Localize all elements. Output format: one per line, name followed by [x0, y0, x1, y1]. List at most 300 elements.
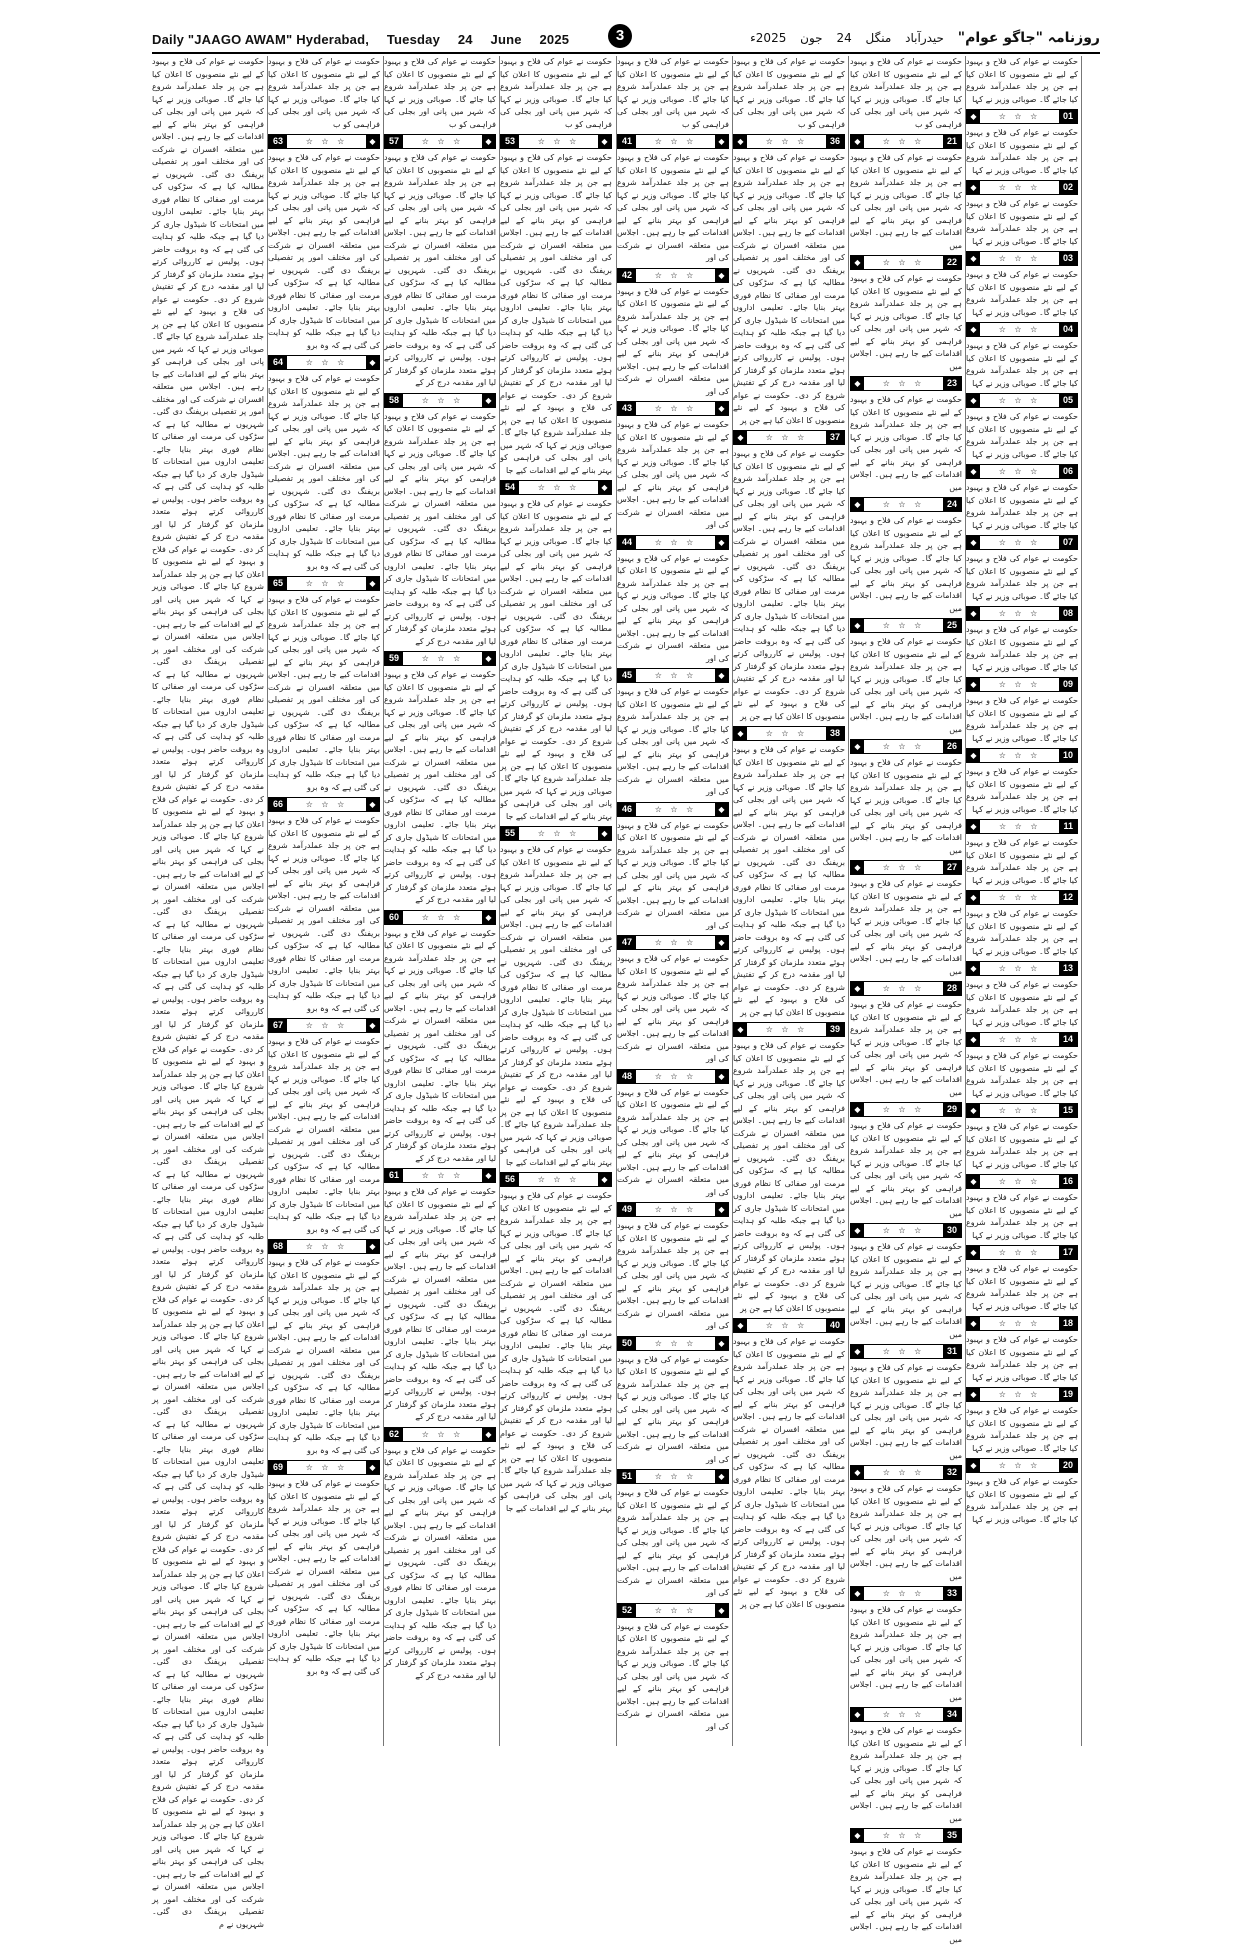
news-item-header	[733, 430, 845, 445]
news-item-header	[966, 109, 1078, 124]
article-text: حکومت نے عوام کی فلاح و بہبود کے لیے نئے منصوبوں کا اعلان کیا ہے جن پر جلد عملدرآمد شروع کیا جائے گا۔ صوبائی وزیر نے کہا کہ شہر میں پانی اور بجلی کی فراہمی کو بہتر بنانے کے لیے اقدامات کیے جا رہے ہیں۔ اجلاس میں متعلقہ افسران نے شرکت کی اور	[617, 1621, 729, 1731]
article-text: حکومت نے عوام کی فلاح و بہبود کے لیے نئے منصوبوں کا اعلان کیا ہے جن پر جلد عملدرآمد شروع کیا جائے گا۔ صوبائی وزیر نے کہا کہ شہر میں پانی اور بجلی کی فراہمی کو بہتر بنانے کے لیے اقدامات کیے جا رہے ہیں۔ اجلاس میں متعلقہ افسران نے شرکت کی اور مختلف امور پر تفصیلی بریفنگ دی گئی۔ شہریوں نے مطالبہ کیا ہے کہ سڑکوں کی مرمت اور صفائی کا نظام فوری بہتر بنایا جائے۔ تعلیمی اداروں میں امتحانات کا شیڈول جاری کر دیا گیا ہے جبکہ طلبہ کو ہدایت کی گئی ہے کہ وہ بروقت حاضر ہوں۔ پولیس نے کارروائی کرتے ہوئے متعدد ملزمان کو گرفتار کر لیا اور مقدمہ درج کر کے	[384, 1187, 496, 1421]
star-icon: ☆ ☆ ☆	[998, 254, 1041, 263]
item-marker-icon: ◆	[851, 377, 864, 390]
article-text: حکومت نے عوام کی فلاح و بہبود کے لیے نئے منصوبوں کا اعلان کیا ہے جن پر جلد عملدرآمد شروع کیا جائے گا۔ صوبائی وزیر نے کہا کہ شہر میں پانی اور بجلی کی فراہمی کو بہتر بنانے کے لیے اقدامات کیے جا رہے ہیں۔ اجلاس میں	[850, 1000, 962, 1097]
article-text: حکومت نے عوام کی فلاح و بہبود کے لیے نئے منصوبوں کا اعلان کیا ہے جن پر جلد عملدرآمد شروع کیا جائے گا۔ صوبائی وزیر نے کہا کہ شہر میں پانی اور بجلی کی فراہمی کو ب	[733, 57, 845, 129]
news-item-number: 62	[385, 1428, 403, 1441]
news-item-number: 29	[943, 1103, 961, 1116]
article-text: حکومت نے عوام کی فلاح و بہبود کے لیے نئے منصوبوں کا اعلان کیا ہے جن پر جلد عملدرآمد شروع کیا جائے گا۔ صوبائی وزیر نے کہا کہ شہر میں پانی اور بجلی کی فراہمی کو بہتر بنانے کے لیے اقدامات کیے جا رہے ہیں۔ اجلاس میں متعلقہ افسران نے شرکت کی اور مختلف امور پر تفصیلی بریفنگ دی گئی۔ شہریوں نے مطالبہ کیا ہے کہ سڑکوں کی مرمت اور صفائی کا نظام فوری بہتر بنایا جائے۔ تعلیمی اداروں میں امتحانات کا شیڈول جاری کر دیا گیا ہے جبکہ طلبہ کو ہدایت کی گئی ہے کہ وہ بروقت حاضر ہوں۔ پولیس نے کارروائی کرتے ہوئے متعدد ملزمان کو گرفتار کر لیا اور مقدمہ درج کر کے تفتیش شروع کر دی۔ حکومت نے عوام کی فلاح و بہبود کے لیے نئے منصوبوں کا اعلان کیا ہے جن پر جلد عملدرآمد شروع کیا جائے گا۔ صوبائی وزیر نے کہا کہ شہر میں پانی اور بجلی کی فراہمی کو بہتر بنانے کے لیے اقدامات کیے جا	[500, 1191, 612, 1513]
item-marker-icon: ◆	[734, 1023, 747, 1036]
item-marker-icon: ◆	[734, 1319, 747, 1332]
news-item-header	[966, 1387, 1078, 1402]
item-marker-icon: ◆	[598, 481, 611, 494]
star-icon: ☆ ☆ ☆	[765, 1321, 808, 1330]
news-item-number: 52	[618, 1604, 636, 1617]
news-item-number: 39	[826, 1023, 844, 1036]
item-marker-icon: ◆	[967, 749, 980, 762]
news-item-header	[966, 1458, 1078, 1473]
star-icon: ☆ ☆ ☆	[882, 984, 925, 993]
article-text: حکومت نے عوام کی فلاح و بہبود کے لیے نئے منصوبوں کا اعلان کیا ہے جن پر جلد عملدرآمد شروع کیا جائے گا۔ صوبائی وزیر نے کہا کہ شہر میں پانی اور بجلی کی فراہمی کو بہتر بنانے کے لیے اقدامات کیے جا رہے ہیں۔ اجلاس میں	[850, 1726, 962, 1823]
news-item-header	[966, 251, 1078, 266]
news-item-header	[966, 393, 1078, 408]
news-column-6	[384, 56, 496, 1746]
news-item-number: 34	[943, 1708, 961, 1721]
star-icon: ☆ ☆ ☆	[305, 1242, 348, 1251]
news-item-header	[966, 1103, 1078, 1118]
item-marker-icon: ◆	[715, 1203, 728, 1216]
news-item-number: 31	[943, 1345, 961, 1358]
item-marker-icon: ◆	[851, 1466, 864, 1479]
item-marker-icon: ◆	[482, 1169, 495, 1182]
article-text: حکومت نے عوام کی فلاح و بہبود کے لیے نئے منصوبوں کا اعلان کیا ہے جن پر جلد عملدرآمد شروع کیا جائے گا۔ صوبائی وزیر نے کہا کہ شہر میں پانی اور بجلی کی فراہمی کو بہتر بنانے کے لیے اقدامات کیے جا رہے ہیں۔ اجلاس میں متعلقہ افسران نے شرکت کی اور مختلف امور پر تفصیلی بریفنگ دی گئی۔ شہریوں نے مطالبہ کیا ہے کہ سڑکوں کی مرمت اور صفائی کا نظام فوری بہتر بنایا جائے۔ تعلیمی اداروں میں امتحانات کا شیڈول جاری کر دیا گیا ہے جبکہ طلبہ کو ہدایت کی گئی ہے کہ وہ بروقت حاضر ہوں۔ پولیس نے کارروائی کرتے ہوئے متعدد ملزمان کو گرفتار کر لیا اور مقدمہ درج کر کے تفتیش شروع کر دی۔ حکومت نے عوام کی فلاح و بہبود کے لیے نئے منصوبوں کا اعلان کیا ہے جن پر جلد عملدرآمد شروع کیا جائے گا۔ صوبائی وزیر نے کہا کہ شہر میں پانی اور بجلی کی فراہمی کو بہتر بنانے کے لیے اقدامات کیے جا	[500, 153, 612, 475]
item-marker-icon: ◆	[715, 269, 728, 282]
article-text: حکومت نے عوام کی فلاح و بہبود کے لیے نئے منصوبوں کا اعلان کیا ہے جن پر جلد عملدرآمد شروع کیا جائے گا۔ صوبائی وزیر نے کہا کہ شہر میں پانی اور بجلی کی فراہمی کو بہتر بنانے کے لیے اقدامات کیے جا رہے ہیں۔ اجلاس میں متعلقہ افسران نے شرکت کی اور	[617, 153, 729, 262]
news-item-header	[850, 981, 962, 996]
article-text: حکومت نے عوام کی فلاح و بہبود کے لیے نئے منصوبوں کا اعلان کیا ہے جن پر جلد عملدرآمد شروع کیا جائے گا۔ صوبائی وزیر نے کہا کہ شہر میں پانی اور بجلی کی فراہمی کو بہتر بنانے کے لیے اقدامات کیے جا رہے ہیں۔ اجلاس میں متعلقہ افسران نے شرکت کی اور مختلف امور پر تفصیلی بریفنگ دی گئی۔ شہریوں نے مطالبہ کیا ہے کہ سڑکوں کی مرمت اور صفائی کا نظام فوری بہتر بنایا جائے۔ تعلیمی اداروں میں امتحانات کا شیڈول جاری کر دیا گیا ہے جبکہ طلبہ کو ہدایت کی گئی ہے کہ وہ برو	[268, 1479, 380, 1676]
article-text: حکومت نے عوام کی فلاح و بہبود کے لیے نئے منصوبوں کا اعلان کیا ہے جن پر جلد عملدرآمد شروع کیا جائے گا۔ صوبائی وزیر نے کہا کہ شہر میں پانی اور بجلی کی فراہمی کو بہتر بنانے کے لیے اقدامات کیے جا رہے ہیں۔ اجلاس میں	[850, 758, 962, 855]
news-item-header	[500, 134, 612, 149]
star-icon: ☆ ☆ ☆	[882, 1589, 925, 1598]
news-item-header	[850, 376, 962, 391]
article-text: حکومت نے عوام کی فلاح و بہبود کے لیے نئے منصوبوں کا اعلان کیا ہے جن پر جلد عملدرآمد شروع کیا جائے گا۔ صوبائی وزیر نے کہا کہ شہر میں پانی اور بجلی کی فراہمی کو بہتر بنانے کے لیے اقدامات کیے جا رہے ہیں۔ اجلاس میں متعلقہ افسران نے شرکت کی اور مختلف امور پر تفصیلی بریفنگ دی گئی۔ شہریوں نے مطالبہ کیا ہے کہ سڑکوں کی مرمت اور صفائی کا نظام فوری بہتر بنایا جائے۔ تعلیمی اداروں میں امتحانات کا شیڈول جاری کر دیا گیا ہے جبکہ طلبہ کو ہدایت کی گئی ہے کہ وہ بروقت حاضر ہوں۔ پولیس نے کارروائی کرتے ہوئے متعدد ملزمان کو گرفتار کر لیا اور مقدمہ درج کر کے	[384, 153, 496, 387]
news-item-number: 56	[501, 1173, 519, 1186]
news-item-number: 01	[1059, 110, 1077, 123]
star-icon: ☆ ☆ ☆	[654, 537, 697, 547]
paper-name-english: Daily "JAAGO AWAM" Hyderabad,	[152, 32, 370, 47]
news-item-header	[268, 1239, 380, 1254]
news-item-header	[617, 802, 729, 817]
item-marker-icon: ◆	[734, 727, 747, 740]
article-text: حکومت نے عوام کی فلاح و بہبود کے لیے نئے منصوبوں کا اعلان کیا ہے جن پر جلد عملدرآمد شروع کیا جائے گا۔ صوبائی وزیر نے کہا کہ شہر میں پانی اور بجلی کی فراہمی کو بہتر بنانے کے لیے اقدامات کیے جا رہے ہیں۔ اجلاس میں متعلقہ افسران نے شرکت کی اور مختلف امور پر تفصیلی بریفنگ دی گئی۔ شہریوں نے مطالبہ کیا ہے کہ سڑکوں کی مرمت اور صفائی کا نظام فوری بہتر بنایا جائے۔ تعلیمی اداروں میں امتحانات کا شیڈول جاری کر دیا گیا ہے جبکہ طلبہ کو ہدایت کی گئی ہے کہ وہ بروقت حاضر ہوں۔ پولیس نے کارروائی کرتے ہوئے متعدد ملزمان کو گرفتار کر لیا اور مقدمہ درج کر کے	[384, 1445, 496, 1680]
article-text: حکومت نے عوام کی فلاح و بہبود کے لیے نئے منصوبوں کا اعلان کیا ہے جن پر جلد عملدرآمد شروع کیا جائے گا۔ صوبائی وزیر نے کہا	[966, 1335, 1078, 1382]
news-item-number: 28	[943, 982, 961, 995]
item-marker-icon: ◆	[967, 891, 980, 904]
article-text: حکومت نے عوام کی فلاح و بہبود کے لیے نئے منصوبوں کا اعلان کیا ہے جن پر جلد عملدرآمد شروع کیا جائے گا۔ صوبائی وزیر نے کہا	[966, 554, 1078, 601]
item-marker-icon: ◆	[366, 135, 379, 148]
news-item-header	[966, 535, 1078, 550]
news-item-number: 12	[1059, 891, 1077, 904]
star-icon: ☆ ☆ ☆	[998, 1319, 1041, 1328]
article-text: حکومت نے عوام کی فلاح و بہبود کے لیے نئے منصوبوں کا اعلان کیا ہے جن پر جلد عملدرآمد شروع کیا جائے گا۔ صوبائی وزیر نے کہا کہ شہر میں پانی اور بجلی کی فراہمی کو بہتر بنانے کے لیے اقدامات کیے جا رہے ہیں۔ اجلاس میں	[850, 395, 962, 492]
news-item-header	[733, 726, 845, 741]
news-item-header	[733, 1022, 845, 1037]
news-item-header	[966, 677, 1078, 692]
news-column-4	[617, 56, 729, 1746]
star-icon: ☆ ☆ ☆	[882, 1347, 925, 1356]
news-item-header	[733, 1318, 845, 1333]
star-icon: ☆ ☆ ☆	[421, 395, 464, 405]
star-icon: ☆ ☆ ☆	[654, 804, 697, 814]
article-text: حکومت نے عوام کی فلاح و بہبود کے لیے نئے منصوبوں کا اعلان کیا ہے جن پر جلد عملدرآمد شروع کیا جائے گا۔ صوبائی وزیر نے کہا کہ شہر میں پانی اور بجلی کی فراہمی کو بہتر بنانے کے لیے اقدامات کیے جا رہے ہیں۔ اجلاس میں	[850, 879, 962, 976]
article-text: حکومت نے عوام کی فلاح و بہبود کے لیے نئے منصوبوں کا اعلان کیا ہے جن پر جلد عملدرآمد شروع کیا جائے گا۔ صوبائی وزیر نے کہا	[966, 128, 1078, 175]
item-marker-icon: ◆	[734, 135, 747, 148]
article-text: حکومت نے عوام کی فلاح و بہبود کے لیے نئے منصوبوں کا اعلان کیا ہے جن پر جلد عملدرآمد شروع کیا جائے گا۔ صوبائی وزیر نے کہا کہ شہر میں پانی اور بجلی کی فراہمی کو بہتر بنانے کے لیے اقدامات کیے جا رہے ہیں۔ اجلاس میں متعلقہ افسران نے شرکت کی اور	[617, 420, 729, 529]
article-text: حکومت نے عوام کی فلاح و بہبود کے لیے نئے منصوبوں کا اعلان کیا ہے جن پر جلد عملدرآمد شروع کیا جائے گا۔ صوبائی وزیر نے کہا کہ شہر میں پانی اور بجلی کی فراہمی کو بہتر بنانے کے لیے اقدامات کیے جا رہے ہیں۔ اجلاس میں متعلقہ افسران نے شرکت کی اور مختلف امور پر تفصیلی بریفنگ دی گئی۔ شہریوں نے مطالبہ کیا ہے کہ سڑکوں کی مرمت اور صفائی کا نظام فوری بہتر بنایا جائے۔ تعلیمی اداروں میں امتحانات کا شیڈول جاری کر دیا گیا ہے جبکہ طلبہ کو ہدایت کی گئی ہے کہ وہ بروقت حاضر ہوں۔ پولیس نے کارروائی کرتے ہوئے متعدد ملزمان کو گرفتار کر لیا اور مقدمہ درج کر کے تفتیش شروع کر دی۔ حکومت نے عوام کی فلاح و بہبود کے لیے نئے منصوبوں کا اعلان کیا ہے جن پر جلد عملدرآمد شروع کیا جائے گا۔ صوبائی وزیر نے کہا کہ شہر میں پانی اور بجلی کی فراہمی کو بہتر بنانے کے لیے اقدامات کیے جا	[500, 845, 612, 1167]
item-marker-icon: ◆	[967, 1388, 980, 1401]
news-column-5	[500, 56, 612, 1746]
article-text: حکومت نے عوام کی فلاح و بہبود کے لیے نئے منصوبوں کا اعلان کیا ہے جن پر جلد عملدرآمد شروع کیا جائے گا۔ صوبائی وزیر نے کہا کہ شہر میں پانی اور بجلی کی فراہمی کو بہتر بنانے کے لیے اقدامات کیے جا رہے ہیں۔ اجلاس میں متعلقہ افسران نے شرکت کی اور مختلف امور پر تفصیلی بریفنگ دی گئی۔ شہریوں نے مطالبہ کیا ہے کہ سڑکوں کی مرمت اور صفائی کا نظام فوری بہتر بنایا جائے۔ تعلیمی اداروں میں امتحانات کا شیڈول جاری کر دیا گیا ہے جبکہ طلبہ کو ہدایت کی گئی ہے کہ وہ بروقت حاضر ہوں۔ پولیس نے کارروائی کرتے ہوئے متعدد ملزمان کو گرفتار کر لیا اور مقدمہ درج کر کے تفتیش شروع کر دی۔ حکومت نے عوام کی فلاح و بہبود کے لیے نئے منصوبوں کا اعلان کیا ہے جن پر جلد عملدرآمد شروع کیا جائے گا۔ صوبائی وزیر نے کہا کہ شہر میں پانی اور بجلی کی فراہمی کو بہتر بنانے کے لیے اقدامات کیے جا	[500, 499, 612, 821]
news-item-number: 07	[1059, 536, 1077, 549]
star-icon: ☆ ☆ ☆	[882, 500, 925, 509]
star-icon: ☆ ☆ ☆	[305, 800, 348, 809]
item-marker-icon: ◆	[851, 740, 864, 753]
news-item-header	[966, 464, 1078, 479]
article-text: حکومت نے عوام کی فلاح و بہبود کے لیے نئے منصوبوں کا اعلان کیا ہے جن پر جلد عملدرآمد شروع کیا جائے گا۔ صوبائی وزیر نے کہا کہ شہر میں پانی اور بجلی کی فراہمی کو بہتر بنانے کے لیے اقدامات کیے جا رہے ہیں۔ اجلاس میں	[850, 153, 962, 250]
item-marker-icon: ◆	[715, 1070, 728, 1083]
item-marker-icon: ◆	[851, 1829, 864, 1842]
news-item-number: 11	[1059, 820, 1077, 833]
star-icon: ☆ ☆ ☆	[421, 1429, 464, 1439]
item-marker-icon: ◆	[366, 577, 379, 590]
news-item-header	[966, 819, 1078, 834]
star-icon: ☆ ☆ ☆	[654, 1605, 697, 1615]
star-icon: ☆ ☆ ☆	[765, 433, 808, 442]
star-icon: ☆ ☆ ☆	[998, 1461, 1041, 1470]
news-item-header	[617, 401, 729, 416]
star-icon: ☆ ☆ ☆	[654, 404, 697, 413]
star-icon: ☆ ☆ ☆	[998, 751, 1041, 760]
item-marker-icon: ◆	[482, 135, 495, 148]
news-column-3	[733, 56, 845, 1746]
article-text: حکومت نے عوام کی فلاح و بہبود کے لیے نئے منصوبوں کا اعلان کیا ہے جن پر جلد عملدرآمد شروع کیا جائے گا۔ صوبائی وزیر نے کہا کہ شہر میں پانی اور بجلی کی فراہمی کو بہتر بنانے کے لیے اقدامات کیے جا رہے ہیں۔ اجلاس میں متعلقہ افسران نے شرکت کی اور مختلف امور پر تفصیلی بریفنگ دی گئی۔ شہریوں نے مطالبہ کیا ہے کہ سڑکوں کی مرمت اور صفائی کا نظام فوری بہتر بنایا جائے۔ تعلیمی اداروں میں امتحانات کا شیڈول جاری کر دیا گیا ہے جبکہ طلبہ کو ہدایت کی گئی ہے کہ وہ بروقت حاضر ہوں۔ پولیس نے کارروائی کرتے ہوئے متعدد ملزمان کو گرفتار کر لیا اور مقدمہ درج کر کے تفتیش شروع کر دی۔ حکومت نے عوام کی فلاح و بہبود کے لیے نئے منصوبوں کا اعلان کیا ہے جن پر	[733, 1337, 845, 1609]
star-icon: ☆ ☆ ☆	[998, 1390, 1041, 1399]
star-icon: ☆ ☆ ☆	[882, 379, 925, 388]
item-marker-icon: ◆	[851, 1708, 864, 1721]
item-marker-icon: ◆	[482, 911, 495, 924]
column-rule	[383, 56, 384, 1746]
article-text: حکومت نے عوام کی فلاح و بہبود کے لیے نئے منصوبوں کا اعلان کیا ہے جن پر جلد عملدرآمد شروع کیا جائے گا۔ صوبائی وزیر نے کہا	[966, 980, 1078, 1027]
item-marker-icon: ◆	[715, 1470, 728, 1483]
news-item-header	[966, 1316, 1078, 1331]
star-icon: ☆ ☆ ☆	[654, 1338, 697, 1348]
news-item-number: 30	[943, 1224, 961, 1237]
article-text: حکومت نے عوام کی فلاح و بہبود کے لیے نئے منصوبوں کا اعلان کیا ہے جن پر جلد عملدرآمد شروع کیا جائے گا۔ صوبائی وزیر نے کہا	[966, 1264, 1078, 1311]
news-item-header	[850, 1465, 962, 1480]
news-column-2	[850, 56, 962, 1944]
item-marker-icon: ◆	[366, 1019, 379, 1032]
page-number: 3	[608, 24, 632, 48]
item-marker-icon: ◆	[967, 252, 980, 265]
weekday-english: Tuesday	[386, 32, 441, 47]
month-english: June	[490, 32, 522, 47]
news-item-header	[617, 535, 729, 550]
item-marker-icon: ◆	[851, 256, 864, 269]
news-item-header	[966, 606, 1078, 621]
star-icon: ☆ ☆ ☆	[305, 1021, 348, 1030]
item-marker-icon: ◆	[851, 1103, 864, 1116]
item-marker-icon: ◆	[967, 1246, 980, 1259]
column-rule	[1081, 56, 1082, 1746]
article-text: حکومت نے عوام کی فلاح و بہبود کے لیے نئے منصوبوں کا اعلان کیا ہے جن پر جلد عملدرآمد شروع کیا جائے گا۔ صوبائی وزیر نے کہا کہ شہر میں پانی اور بجلی کی فراہمی کو بہتر بنانے کے لیے اقدامات کیے جا رہے ہیں۔ اجلاس میں متعلقہ افسران نے شرکت کی اور	[617, 1488, 729, 1597]
news-item-number: 58	[385, 394, 403, 407]
news-item-number: 03	[1059, 252, 1077, 265]
article-text: حکومت نے عوام کی فلاح و بہبود کے لیے نئے منصوبوں کا اعلان کیا ہے جن پر جلد عملدرآمد شروع کیا جائے گا۔ صوبائی وزیر نے کہا کہ شہر میں پانی اور بجلی کی فراہمی کو بہتر بنانے کے لیے اقدامات کیے جا رہے ہیں۔ اجلاس میں متعلقہ افسران نے شرکت کی اور مختلف امور پر تفصیلی بریفنگ دی گئی۔ شہریوں نے مطالبہ کیا ہے کہ سڑکوں کی مرمت اور صفائی کا نظام فوری بہتر بنایا جائے۔ تعلیمی اداروں میں امتحانات کا شیڈول جاری کر دیا گیا ہے جبکہ طلبہ کو ہدایت کی گئی ہے کہ وہ بروقت حاضر ہوں۔ پولیس نے کارروائی کرتے ہوئے متعدد ملزمان کو گرفتار کر لیا اور مقدمہ درج کر کے	[384, 411, 496, 646]
star-icon: ☆ ☆ ☆	[305, 137, 348, 146]
article-text: حکومت نے عوام کی فلاح و بہبود کے لیے نئے منصوبوں کا اعلان کیا ہے جن پر جلد عملدرآمد شروع کیا جائے گا۔ صوبائی وزیر نے کہا	[966, 483, 1078, 530]
news-item-number: 25	[943, 619, 961, 632]
article-text: حکومت نے عوام کی فلاح و بہبود کے لیے نئے منصوبوں کا اعلان کیا ہے جن پر جلد عملدرآمد شروع کیا جائے گا۔ صوبائی وزیر نے کہا کہ شہر میں پانی اور بجلی کی فراہمی کو بہتر بنانے کے لیے اقدامات کیے جا رہے ہیں۔ اجلاس میں متعلقہ افسران نے شرکت کی اور	[617, 820, 729, 930]
article-text: حکومت نے عوام کی فلاح و بہبود کے لیے نئے منصوبوں کا اعلان کیا ہے جن پر جلد عملدرآمد شروع کیا جائے گا۔ صوبائی وزیر نے کہا	[966, 1477, 1078, 1524]
news-item-header	[850, 255, 962, 270]
star-icon: ☆ ☆ ☆	[998, 609, 1041, 618]
article-text: حکومت نے عوام کی فلاح و بہبود کے لیے نئے منصوبوں کا اعلان کیا ہے جن پر جلد عملدرآمد شروع کیا جائے گا۔ صوبائی وزیر نے کہا کہ شہر میں پانی اور بجلی کی فراہمی کو بہتر بنانے کے لیے اقدامات کیے جا رہے ہیں۔ اجلاس میں متعلقہ افسران نے شرکت کی اور	[617, 553, 729, 663]
news-item-number: 17	[1059, 1246, 1077, 1259]
star-icon: ☆ ☆ ☆	[882, 621, 925, 630]
star-icon: ☆ ☆ ☆	[998, 183, 1041, 192]
article-text: حکومت نے عوام کی فلاح و بہبود کے لیے نئے منصوبوں کا اعلان کیا ہے جن پر جلد عملدرآمد شروع کیا جائے گا۔ صوبائی وزیر نے کہا کہ شہر میں پانی اور بجلی کی فراہمی کو بہتر بنانے کے لیے اقدامات کیے جا رہے ہیں۔ اجلاس میں متعلقہ افسران نے شرکت کی اور مختلف امور پر تفصیلی بریفنگ دی گئی۔ شہریوں نے مطالبہ کیا ہے کہ سڑکوں کی مرمت اور صفائی کا نظام فوری بہتر بنایا جائے۔ تعلیمی اداروں میں امتحانات کا شیڈول جاری کر دیا گیا ہے جبکہ طلبہ کو ہدایت کی گئی ہے کہ وہ بروقت حاضر ہوں۔ پولیس نے کارروائی کرتے ہوئے متعدد ملزمان کو گرفتار کر لیا اور مقدمہ درج کر کے تفتیش شروع کر دی۔ حکومت نے عوام کی فلاح و بہبود کے لیے نئے منصوبوں کا اعلان کیا ہے جن پر	[733, 745, 845, 1017]
article-text: حکومت نے عوام کی فلاح و بہبود کے لیے نئے منصوبوں کا اعلان کیا ہے جن پر جلد عملدرآمد شروع کیا جائے گا۔ صوبائی وزیر نے کہا کہ شہر میں پانی اور بجلی کی فراہمی کو بہتر بنانے کے لیے اقدامات کیے جا رہے ہیں۔ اجلاس میں متعلقہ افسران نے شرکت کی اور مختلف امور پر تفصیلی بریفنگ دی گئی۔ شہریوں نے مطالبہ کیا ہے کہ سڑکوں کی مرمت اور صفائی کا نظام فوری بہتر بنایا جائے۔ تعلیمی اداروں میں امتحانات کا شیڈول جاری کر دیا گیا ہے جبکہ طلبہ کو ہدایت کی گئی ہے کہ وہ بروقت حاضر ہوں۔ پولیس نے کارروائی کرتے ہوئے متعدد ملزمان کو گرفتار کر لیا اور مقدمہ درج کر کے	[384, 928, 496, 1163]
article-text: حکومت نے عوام کی فلاح و بہبود کے لیے نئے منصوبوں کا اعلان کیا ہے جن پر جلد عملدرآمد شروع کیا جائے گا۔ صوبائی وزیر نے کہا کہ شہر میں پانی اور بجلی کی فراہمی کو بہتر بنانے کے لیے اقدامات کیے جا رہے ہیں۔ اجلاس میں	[850, 1484, 962, 1581]
news-item-number: 08	[1059, 607, 1077, 620]
article-text: حکومت نے عوام کی فلاح و بہبود کے لیے نئے منصوبوں کا اعلان کیا ہے جن پر جلد عملدرآمد شروع کیا جائے گا۔ صوبائی وزیر نے کہا کہ شہر میں پانی اور بجلی کی فراہمی کو بہتر بنانے کے لیے اقدامات کیے جا رہے ہیں۔ اجلاس میں متعلقہ افسران نے شرکت کی اور	[617, 954, 729, 1063]
news-item-header	[384, 393, 496, 408]
news-item-number: 40	[826, 1319, 844, 1332]
article-text: حکومت نے عوام کی فلاح و بہبود کے لیے نئے منصوبوں کا اعلان کیا ہے جن پر جلد عملدرآمد شروع کیا جائے گا۔ صوبائی وزیر نے کہا کہ شہر میں پانی اور بجلی کی فراہمی کو بہتر بنانے کے لیے اقدامات کیے جا رہے ہیں۔ اجلاس میں	[850, 1363, 962, 1460]
article-text: حکومت نے عوام کی فلاح و بہبود کے لیے نئے منصوبوں کا اعلان کیا ہے جن پر جلد عملدرآمد شروع کیا جائے گا۔ صوبائی وزیر نے کہا کہ شہر میں پانی اور بجلی کی فراہمی کو بہتر بنانے کے لیے اقدامات کیے جا رہے ہیں۔ اجلاس میں	[850, 1242, 962, 1339]
star-icon: ☆ ☆ ☆	[654, 1472, 697, 1481]
news-item-header	[268, 1460, 380, 1475]
news-item-number: 16	[1059, 1175, 1077, 1188]
news-item-number: 60	[385, 911, 403, 924]
news-item-header	[966, 961, 1078, 976]
year-urdu: 2025ء	[750, 31, 787, 45]
news-item-header	[850, 860, 962, 875]
item-marker-icon: ◆	[598, 1173, 611, 1186]
star-icon: ☆ ☆ ☆	[654, 1205, 697, 1214]
article-text: حکومت نے عوام کی فلاح و بہبود کے لیے نئے منصوبوں کا اعلان کیا ہے جن پر جلد عملدرآمد شروع کیا جائے گا۔ صوبائی وزیر نے کہا کہ شہر میں پانی اور بجلی کی فراہمی کو بہتر بنانے کے لیے اقدامات کیے جا رہے ہیں۔ اجلاس میں متعلقہ افسران نے شرکت کی اور مختلف امور پر تفصیلی بریفنگ دی گئی۔ شہریوں نے مطالبہ کیا ہے کہ سڑکوں کی مرمت اور صفائی کا نظام فوری بہتر بنایا جائے۔ تعلیمی اداروں میں امتحانات کا شیڈول جاری کر دیا گیا ہے جبکہ طلبہ کو ہدایت کی گئی ہے کہ وہ برو	[268, 153, 380, 350]
news-item-header	[850, 1586, 962, 1601]
item-marker-icon: ◆	[967, 110, 980, 123]
news-item-number: 47	[618, 936, 636, 949]
star-icon: ☆ ☆ ☆	[998, 822, 1041, 831]
article-text: حکومت نے عوام کی فلاح و بہبود کے لیے نئے منصوبوں کا اعلان کیا ہے جن پر جلد عملدرآمد شروع کیا جائے گا۔ صوبائی وزیر نے کہا	[966, 1193, 1078, 1240]
article-text: حکومت نے عوام کی فلاح و بہبود کے لیے نئے منصوبوں کا اعلان کیا ہے جن پر جلد عملدرآمد شروع کیا جائے گا۔ صوبائی وزیر نے کہا کہ شہر میں پانی اور بجلی کی فراہمی کو ب	[500, 57, 612, 129]
item-marker-icon: ◆	[967, 607, 980, 620]
article-text: حکومت نے عوام کی فلاح و بہبود کے لیے نئے منصوبوں کا اعلان کیا ہے جن پر جلد عملدرآمد شروع کیا جائے گا۔ صوبائی وزیر نے کہا کہ شہر میں پانی اور بجلی کی فراہمی کو بہتر بنانے کے لیے اقدامات کیے جا رہے ہیں۔ اجلاس میں متعلقہ افسران نے شرکت کی اور	[617, 687, 729, 796]
star-icon: ☆ ☆ ☆	[305, 1463, 348, 1472]
item-marker-icon: ◆	[967, 536, 980, 549]
news-item-header	[617, 1469, 729, 1484]
item-marker-icon: ◆	[715, 135, 728, 148]
news-item-number: 26	[943, 740, 961, 753]
article-text: حکومت نے عوام کی فلاح و بہبود کے لیے نئے منصوبوں کا اعلان کیا ہے جن پر جلد عملدرآمد شروع کیا جائے گا۔ صوبائی وزیر نے کہا	[966, 199, 1078, 246]
star-icon: ☆ ☆ ☆	[654, 137, 697, 146]
article-text: حکومت نے عوام کی فلاح و بہبود کے لیے نئے منصوبوں کا اعلان کیا ہے جن پر جلد عملدرآمد شروع کیا جائے گا۔ صوبائی وزیر نے کہا	[966, 1406, 1078, 1453]
article-text: حکومت نے عوام کی فلاح و بہبود کے لیے نئے منصوبوں کا اعلان کیا ہے جن پر جلد عملدرآمد شروع کیا جائے گا۔ صوبائی وزیر نے کہا کہ شہر میں پانی اور بجلی کی فراہمی کو ب	[384, 57, 496, 129]
star-icon: ☆ ☆ ☆	[998, 112, 1041, 121]
news-item-header	[384, 1427, 496, 1442]
item-marker-icon: ◆	[851, 1345, 864, 1358]
item-marker-icon: ◆	[967, 323, 980, 336]
news-item-number: 18	[1059, 1317, 1077, 1330]
news-item-number: 23	[943, 377, 961, 390]
news-item-number: 24	[943, 498, 961, 511]
news-item-number: 41	[618, 135, 636, 148]
news-column-8	[152, 56, 264, 1929]
news-item-header	[617, 268, 729, 283]
star-icon: ☆ ☆ ☆	[654, 1071, 697, 1081]
news-item-header	[850, 739, 962, 754]
news-column-7	[268, 56, 380, 1746]
item-marker-icon: ◆	[715, 1337, 728, 1350]
star-icon: ☆ ☆ ☆	[882, 258, 925, 267]
news-item-number: 64	[269, 356, 287, 369]
article-text: حکومت نے عوام کی فلاح و بہبود کے لیے نئے منصوبوں کا اعلان کیا ہے جن پر جلد عملدرآمد شروع کیا جائے گا۔ صوبائی وزیر نے کہا کہ شہر میں پانی اور بجلی کی فراہمی کو بہتر بنانے کے لیے اقدامات کیے جا رہے ہیں۔ اجلاس میں متعلقہ افسران نے شرکت کی اور مختلف امور پر تفصیلی بریفنگ دی گئی۔ شہریوں نے مطالبہ کیا ہے کہ سڑکوں کی مرمت اور صفائی کا نظام فوری بہتر بنایا جائے۔ تعلیمی اداروں میں امتحانات کا شیڈول جاری کر دیا گیا ہے جبکہ طلبہ کو ہدایت کی گئی ہے کہ وہ بروقت حاضر ہوں۔ پولیس نے کارروائی کرتے ہوئے متعدد ملزمان کو گرفتار کر لیا اور مقدمہ درج کر کے تفتیش شروع کر دی۔ حکومت نے عوام کی فلاح و بہبود کے لیے نئے منصوبوں کا اعلان کیا ہے جن پر جلد عملدرآمد شروع کیا جائے گا۔ صوبائی وزیر نے کہا کہ شہر میں پانی اور بجلی کی فراہمی کو بہتر بنانے کے لیے اقدامات کیے جا رہے ہیں۔ اجلاس میں متعلقہ افسران نے شرکت کی اور مختلف امور پر تفصیلی بریفنگ دی گئی۔ شہریوں نے مطالبہ کیا ہے کہ سڑکوں کی مرمت اور صفائی کا نظام فوری بہتر بنایا جائے۔ تعلیمی اداروں میں امتحانات کا شیڈول جاری کر دیا گیا ہے جبکہ طلبہ کو ہدایت کی گئی ہے کہ وہ بروقت حاضر ہوں۔ پولیس نے کارروائی کرتے ہوئے متعدد ملزمان کو گرفتار کر لیا اور مقدمہ درج کر کے تفتیش شروع کر دی۔ حکومت نے عوام کی فلاح و بہبود کے لیے نئے منصوبوں کا اعلان کیا ہے جن پر جلد عملدرآمد شروع کیا جائے گا۔ صوبائی وزیر نے کہا کہ شہر میں پانی اور بجلی کی فراہمی کو بہتر بنانے کے لیے اقدامات کیے جا رہے ہیں۔ اجلاس میں متعلقہ افسران نے شرکت کی اور مختلف امور پر تفصیلی بریفنگ دی گئی۔ شہریوں نے مطالبہ کیا ہے کہ سڑکوں کی مرمت اور صفائی کا نظام فوری بہتر بنایا جائے۔ تعلیمی اداروں میں امتحانات کا شیڈول جاری کر دیا گیا ہے جبکہ طلبہ کو ہدایت کی گئی ہے کہ وہ بروقت حاضر ہوں۔ پولیس نے کارروائی کرتے ہوئے متعدد ملزمان کو گرفتار کر لیا اور مقدمہ درج کر کے تفتیش شروع کر دی۔ حکومت نے عوام کی فلاح و بہبود کے لیے نئے منصوبوں کا اعلان کیا ہے جن پر جلد عملدرآمد شروع کیا جائے گا۔ صوبائی وزیر نے کہا کہ شہر میں پانی اور بجلی کی فراہمی کو بہتر بنانے کے لیے اقدامات کیے جا رہے ہیں۔ اجلاس میں متعلقہ افسران نے شرکت کی اور مختلف امور پر تفصیلی بریفنگ دی گئی۔ شہریوں نے مطالبہ کیا ہے کہ سڑکوں کی مرمت اور صفائی کا نظام فوری بہتر بنایا جائے۔ تعلیمی اداروں میں امتحانات کا شیڈول جاری کر دیا گیا ہے جبکہ طلبہ کو ہدایت کی گئی ہے کہ وہ بروقت حاضر ہوں۔ پولیس نے کارروائی کرتے ہوئے متعدد ملزمان کو گرفتار کر لیا اور مقدمہ درج کر کے تفتیش شروع کر دی۔ حکومت نے عوام کی فلاح و بہبود کے لیے نئے منصوبوں کا اعلان کیا ہے جن پر جلد عملدرآمد شروع کیا جائے گا۔ صوبائی وزیر نے کہا کہ شہر میں پانی اور بجلی کی فراہمی کو بہتر بنانے کے لیے اقدامات کیے جا رہے ہیں۔ اجلاس میں متعلقہ افسران نے شرکت کی اور مختلف امور پر تفصیلی بریفنگ دی گئی۔ شہریوں نے مطالبہ کیا ہے کہ سڑکوں کی مرمت اور صفائی کا نظام فوری بہتر بنایا جائے۔ تعلیمی اداروں میں امتحانات کا شیڈول جاری کر دیا گیا ہے جبکہ طلبہ کو ہدایت کی گئی ہے کہ وہ بروقت حاضر ہوں۔ پولیس نے کارروائی کرتے ہوئے متعدد ملزمان کو گرفتار کر لیا اور مقدمہ درج کر کے تفتیش شروع کر دی۔ حکومت نے عوام کی فلاح و بہبود کے لیے نئے منصوبوں کا اعلان کیا ہے جن پر جلد عملدرآمد شروع کیا جائے گا۔ صوبائی وزیر نے کہا کہ شہر میں پانی اور بجلی کی فراہمی کو بہتر بنانے کے لیے اقدامات کیے جا رہے ہیں۔ اجلاس میں متعلقہ افسران نے شرکت کی اور مختلف امور پر تفصیلی بریفنگ دی گئی۔ شہریوں نے مطالبہ کیا ہے کہ سڑکوں کی مرمت اور صفائی کا نظام فوری بہتر بنایا جائے۔ تعلیمی اداروں میں امتحانات کا شیڈول جاری کر دیا گیا ہے جبکہ طلبہ کو ہدایت کی گئی ہے کہ وہ بروقت حاضر ہوں۔ پولیس نے کارروائی کرتے ہوئے متعدد ملزمان کو گرفتار کر لیا اور مقدمہ درج کر کے تفتیش شروع کر دی۔ حکومت نے عوام کی فلاح و بہبود کے لیے نئے منصوبوں کا اعلان کیا ہے جن پر جلد عملدرآمد شروع کیا جائے گا۔ صوبائی وزیر نے کہا کہ شہر میں پانی اور بجلی کی فراہمی کو بہتر بنانے کے لیے اقدامات کیے جا رہے ہیں۔ اجلاس میں متعلقہ افسران نے شرکت کی اور مختلف امور پر تفصیلی بریفنگ دی گئی۔ شہریوں نے مطالبہ کیا ہے کہ سڑکوں کی مرمت اور صفائی کا نظام فوری بہتر بنایا جائے۔ تعلیمی اداروں میں امتحانات کا شیڈول جاری کر دیا گیا ہے جبکہ طلبہ کو ہدایت کی گئی ہے کہ وہ بروقت حاضر ہوں۔ پولیس نے کارروائی کرتے ہوئے متعدد ملزمان کو گرفتار کر لیا اور مقدمہ درج کر کے تفتیش شروع کر دی۔ حکومت نے عوام کی فلاح و بہبود کے لیے نئے منصوبوں کا اعلان کیا ہے جن پر جلد عملدرآمد شروع کیا جائے گا۔ صوبائی وزیر نے کہا کہ شہر میں پانی اور بجلی کی فراہمی کو بہتر بنانے کے لیے اقدامات کیے جا رہے ہیں۔ اجلاس میں متعلقہ افسران نے شرکت کی اور مختلف امور پر تفصیلی بریفنگ دی گئی۔ شہریوں نے م	[152, 57, 264, 1929]
star-icon: ☆ ☆ ☆	[882, 1468, 925, 1477]
news-item-number: 45	[618, 669, 636, 682]
article-text: حکومت نے عوام کی فلاح و بہبود کے لیے نئے منصوبوں کا اعلان کیا ہے جن پر جلد عملدرآمد شروع کیا جائے گا۔ صوبائی وزیر نے کہا کہ شہر میں پانی اور بجلی کی فراہمی کو بہتر بنانے کے لیے اقدامات کیے جا رہے ہیں۔ اجلاس میں متعلقہ افسران نے شرکت کی اور مختلف امور پر تفصیلی بریفنگ دی گئی۔ شہریوں نے مطالبہ کیا ہے کہ سڑکوں کی مرمت اور صفائی کا نظام فوری بہتر بنایا جائے۔ تعلیمی اداروں میں امتحانات کا شیڈول جاری کر دیا گیا ہے جبکہ طلبہ کو ہدایت کی گئی ہے کہ وہ برو	[268, 1037, 380, 1234]
star-icon: ☆ ☆ ☆	[421, 912, 464, 922]
item-marker-icon: ◆	[482, 394, 495, 407]
news-item-header	[268, 1018, 380, 1033]
news-item-header	[617, 668, 729, 683]
news-item-header	[966, 180, 1078, 195]
article-text: حکومت نے عوام کی فلاح و بہبود کے لیے نئے منصوبوں کا اعلان کیا ہے جن پر جلد عملدرآمد شروع کیا جائے گا۔ صوبائی وزیر نے کہا کہ شہر میں پانی اور بجلی کی فراہمی کو بہتر بنانے کے لیے اقدامات کیے جا رہے ہیں۔ اجلاس میں متعلقہ افسران نے شرکت کی اور مختلف امور پر تفصیلی بریفنگ دی گئی۔ شہریوں نے مطالبہ کیا ہے کہ سڑکوں کی مرمت اور صفائی کا نظام فوری بہتر بنایا جائے۔ تعلیمی اداروں میں امتحانات کا شیڈول جاری کر دیا گیا ہے جبکہ طلبہ کو ہدایت کی گئی ہے کہ وہ بروقت حاضر ہوں۔ پولیس نے کارروائی کرتے ہوئے متعدد ملزمان کو گرفتار کر لیا اور مقدمہ درج کر کے تفتیش شروع کر دی۔ حکومت نے عوام کی فلاح و بہبود کے لیے نئے منصوبوں کا اعلان کیا ہے جن پر	[733, 1041, 845, 1313]
star-icon: ☆ ☆ ☆	[654, 671, 697, 680]
item-marker-icon: ◆	[967, 1033, 980, 1046]
news-item-header	[850, 1344, 962, 1359]
item-marker-icon: ◆	[967, 1175, 980, 1188]
star-icon: ☆ ☆ ☆	[998, 893, 1041, 902]
article-text: حکومت نے عوام کی فلاح و بہبود کے لیے نئے منصوبوں کا اعلان کیا ہے جن پر جلد عملدرآمد شروع کیا جائے گا۔ صوبائی وزیر نے کہا کہ شہر میں پانی اور بجلی کی فراہمی کو بہتر بنانے کے لیے اقدامات کیے جا رہے ہیں۔ اجلاس میں	[850, 1605, 962, 1702]
weekday-urdu: منگل	[865, 31, 892, 45]
news-item-header	[384, 134, 496, 149]
news-item-header	[268, 797, 380, 812]
news-item-header	[500, 480, 612, 495]
article-text: حکومت نے عوام کی فلاح و بہبود کے لیے نئے منصوبوں کا اعلان کیا ہے جن پر جلد عملدرآمد شروع کیا جائے گا۔ صوبائی وزیر نے کہا کہ شہر میں پانی اور بجلی کی فراہمی کو بہتر بنانے کے لیے اقدامات کیے جا رہے ہیں۔ اجلاس میں	[850, 516, 962, 613]
news-item-header	[850, 1707, 962, 1722]
item-marker-icon: ◆	[598, 827, 611, 840]
news-item-header	[733, 134, 845, 149]
star-icon: ☆ ☆ ☆	[882, 137, 925, 146]
news-item-number: 48	[618, 1070, 636, 1083]
news-item-header	[500, 826, 612, 841]
article-text: حکومت نے عوام کی فلاح و بہبود کے لیے نئے منصوبوں کا اعلان کیا ہے جن پر جلد عملدرآمد شروع کیا جائے گا۔ صوبائی وزیر نے کہا کہ شہر میں پانی اور بجلی کی فراہمی کو بہتر بنانے کے لیے اقدامات کیے جا رہے ہیں۔ اجلاس میں متعلقہ افسران نے شرکت کی اور مختلف امور پر تفصیلی بریفنگ دی گئی۔ شہریوں نے مطالبہ کیا ہے کہ سڑکوں کی مرمت اور صفائی کا نظام فوری بہتر بنایا جائے۔ تعلیمی اداروں میں امتحانات کا شیڈول جاری کر دیا گیا ہے جبکہ طلبہ کو ہدایت کی گئی ہے کہ وہ برو	[268, 374, 380, 571]
star-icon: ☆ ☆ ☆	[882, 1105, 925, 1114]
item-marker-icon: ◆	[851, 619, 864, 632]
star-icon: ☆ ☆ ☆	[998, 325, 1041, 334]
article-text: حکومت نے عوام کی فلاح و بہبود کے لیے نئے منصوبوں کا اعلان کیا ہے جن پر جلد عملدرآمد شروع کیا جائے گا۔ صوبائی وزیر نے کہا کہ شہر میں پانی اور بجلی کی فراہمی کو بہتر بنانے کے لیے اقدامات کیے جا رہے ہیں۔ اجلاس میں متعلقہ افسران نے شرکت کی اور	[617, 1221, 729, 1330]
column-rule	[965, 56, 966, 1746]
star-icon: ☆ ☆ ☆	[882, 1831, 925, 1840]
star-icon: ☆ ☆ ☆	[421, 137, 464, 146]
star-icon: ☆ ☆ ☆	[765, 729, 808, 738]
news-item-number: 38	[826, 727, 844, 740]
news-item-number: 15	[1059, 1104, 1077, 1117]
news-item-number: 51	[618, 1470, 636, 1483]
item-marker-icon: ◆	[967, 181, 980, 194]
item-marker-icon: ◆	[967, 1459, 980, 1472]
news-item-header	[850, 1223, 962, 1238]
news-item-number: 36	[826, 135, 844, 148]
news-item-header	[850, 1828, 962, 1843]
news-item-header	[384, 910, 496, 925]
column-rule	[732, 56, 733, 1746]
news-item-number: 33	[943, 1587, 961, 1600]
star-icon: ☆ ☆ ☆	[421, 1171, 464, 1180]
news-item-header	[268, 355, 380, 370]
city-urdu: حیدرآباد	[905, 31, 944, 45]
news-item-number: 21	[943, 135, 961, 148]
item-marker-icon: ◆	[967, 465, 980, 478]
article-text: حکومت نے عوام کی فلاح و بہبود کے لیے نئے منصوبوں کا اعلان کیا ہے جن پر جلد عملدرآمد شروع کیا جائے گا۔ صوبائی وزیر نے کہا کہ شہر میں پانی اور بجلی کی فراہمی کو بہتر بنانے کے لیے اقدامات کیے جا رہے ہیں۔ اجلاس میں	[850, 274, 962, 371]
column-rule	[499, 56, 500, 1746]
paper-name-urdu: روزنامہ "جاگو عوام"	[957, 30, 1100, 46]
star-icon: ☆ ☆ ☆	[998, 1248, 1041, 1257]
item-marker-icon: ◆	[851, 861, 864, 874]
item-marker-icon: ◆	[967, 1317, 980, 1330]
news-item-number: 14	[1059, 1033, 1077, 1046]
article-text: حکومت نے عوام کی فلاح و بہبود کے لیے نئے منصوبوں کا اعلان کیا ہے جن پر جلد عملدرآمد شروع کیا جائے گا۔ صوبائی وزیر نے کہا کہ شہر میں پانی اور بجلی کی فراہمی کو بہتر بنانے کے لیے اقدامات کیے جا رہے ہیں۔ اجلاس میں متعلقہ افسران نے شرکت کی اور مختلف امور پر تفصیلی بریفنگ دی گئی۔ شہریوں نے مطالبہ کیا ہے کہ سڑکوں کی مرمت اور صفائی کا نظام فوری بہتر بنایا جائے۔ تعلیمی اداروں میں امتحانات کا شیڈول جاری کر دیا گیا ہے جبکہ طلبہ کو ہدایت کی گئی ہے کہ وہ برو	[268, 595, 380, 792]
news-item-header	[966, 1032, 1078, 1047]
news-item-number: 42	[618, 269, 636, 282]
news-item-number: 43	[618, 402, 636, 415]
news-item-number: 53	[501, 135, 519, 148]
article-text: حکومت نے عوام کی فلاح و بہبود کے لیے نئے منصوبوں کا اعلان کیا ہے جن پر جلد عملدرآمد شروع کیا جائے گا۔ صوبائی وزیر نے کہا	[966, 838, 1078, 885]
star-icon: ☆ ☆ ☆	[537, 829, 580, 838]
news-item-number: 57	[385, 135, 403, 148]
news-item-header	[617, 935, 729, 950]
article-text: حکومت نے عوام کی فلاح و بہبود کے لیے نئے منصوبوں کا اعلان کیا ہے جن پر جلد عملدرآمد شروع کیا جائے گا۔ صوبائی وزیر نے کہا	[966, 909, 1078, 956]
star-icon: ☆ ☆ ☆	[654, 938, 697, 947]
star-icon: ☆ ☆ ☆	[305, 579, 348, 588]
article-text: حکومت نے عوام کی فلاح و بہبود کے لیے نئے منصوبوں کا اعلان کیا ہے جن پر جلد عملدرآمد شروع کیا جائے گا۔ صوبائی وزیر نے کہا کہ شہر میں پانی اور بجلی کی فراہمی کو بہتر بنانے کے لیے اقدامات کیے جا رہے ہیں۔ اجلاس میں متعلقہ افسران نے شرکت کی اور مختلف امور پر تفصیلی بریفنگ دی گئی۔ شہریوں نے مطالبہ کیا ہے کہ سڑکوں کی مرمت اور صفائی کا نظام فوری بہتر بنایا جائے۔ تعلیمی اداروں میں امتحانات کا شیڈول جاری کر دیا گیا ہے جبکہ طلبہ کو ہدایت کی گئی ہے کہ وہ برو	[268, 1258, 380, 1455]
star-icon: ☆ ☆ ☆	[882, 742, 925, 751]
star-icon: ☆ ☆ ☆	[537, 137, 580, 146]
article-text: حکومت نے عوام کی فلاح و بہبود کے لیے نئے منصوبوں کا اعلان کیا ہے جن پر جلد عملدرآمد شروع کیا جائے گا۔ صوبائی وزیر نے کہا کہ شہر میں پانی اور بجلی کی فراہمی کو ب	[850, 57, 962, 129]
news-item-header	[850, 1102, 962, 1117]
item-marker-icon: ◆	[715, 803, 728, 816]
item-marker-icon: ◆	[366, 1461, 379, 1474]
star-icon: ☆ ☆ ☆	[998, 538, 1041, 547]
article-text: حکومت نے عوام کی فلاح و بہبود کے لیے نئے منصوبوں کا اعلان کیا ہے جن پر جلد عملدرآمد شروع کیا جائے گا۔ صوبائی وزیر نے کہا	[966, 696, 1078, 743]
star-icon: ☆ ☆ ☆	[882, 1710, 925, 1719]
article-text: حکومت نے عوام کی فلاح و بہبود کے لیے نئے منصوبوں کا اعلان کیا ہے جن پر جلد عملدرآمد شروع کیا جائے گا۔ صوبائی وزیر نے کہا	[966, 625, 1078, 672]
column-rule	[616, 56, 617, 1746]
star-icon: ☆ ☆ ☆	[998, 680, 1041, 689]
news-item-header	[966, 748, 1078, 763]
item-marker-icon: ◆	[715, 1604, 728, 1617]
news-item-number: 69	[269, 1461, 287, 1474]
day-english: 24	[457, 32, 473, 47]
item-marker-icon: ◆	[851, 982, 864, 995]
article-text: حکومت نے عوام کی فلاح و بہبود کے لیے نئے منصوبوں کا اعلان کیا ہے جن پر جلد عملدرآمد شروع کیا جائے گا۔ صوبائی وزیر نے کہا کہ شہر میں پانی اور بجلی کی فراہمی کو بہتر بنانے کے لیے اقدامات کیے جا رہے ہیں۔ اجلاس میں	[850, 637, 962, 734]
star-icon: ☆ ☆ ☆	[765, 137, 808, 146]
news-item-header	[966, 322, 1078, 337]
star-icon: ☆ ☆ ☆	[998, 396, 1041, 405]
item-marker-icon: ◆	[482, 1428, 495, 1441]
news-item-header	[617, 1069, 729, 1084]
news-item-number: 10	[1059, 749, 1077, 762]
news-item-number: 61	[385, 1169, 403, 1182]
item-marker-icon: ◆	[967, 394, 980, 407]
news-item-number: 32	[943, 1466, 961, 1479]
article-text: حکومت نے عوام کی فلاح و بہبود کے لیے نئے منصوبوں کا اعلان کیا ہے جن پر جلد عملدرآمد شروع کیا جائے گا۔ صوبائی وزیر نے کہا کہ شہر میں پانی اور بجلی کی فراہمی کو ب	[268, 57, 380, 129]
news-item-number: 55	[501, 827, 519, 840]
news-item-number: 06	[1059, 465, 1077, 478]
news-item-header	[268, 134, 380, 149]
star-icon: ☆ ☆ ☆	[998, 467, 1041, 476]
star-icon: ☆ ☆ ☆	[882, 863, 925, 872]
news-column-1	[966, 56, 1078, 1746]
item-marker-icon: ◆	[967, 678, 980, 691]
news-item-number: 02	[1059, 181, 1077, 194]
news-item-number: 49	[618, 1203, 636, 1216]
news-item-header	[384, 1168, 496, 1183]
news-item-header	[617, 1603, 729, 1618]
star-icon: ☆ ☆ ☆	[765, 1025, 808, 1034]
